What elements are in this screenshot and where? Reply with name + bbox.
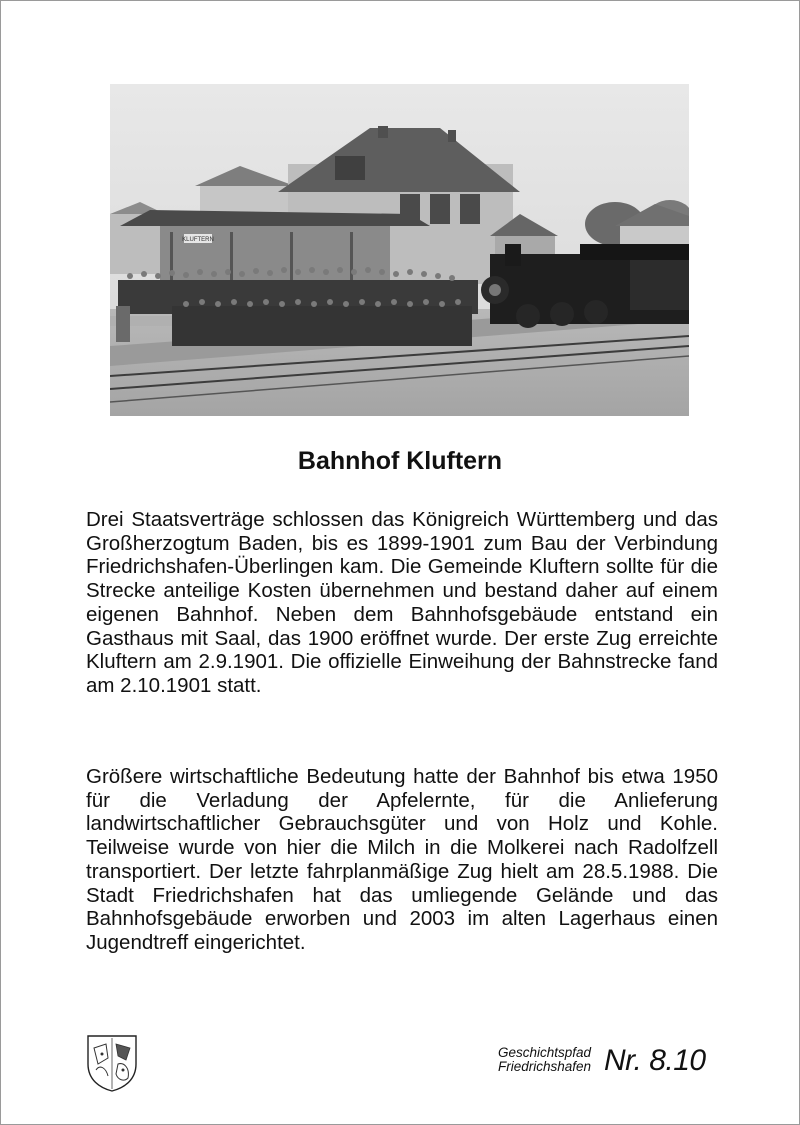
body-paragraph-2: Größere wirtschaftliche Bedeutung hatte der Bahnhof bis etwa 1950 für die Verladung der Apfelernte, für die Anlieferung landwirtschaftlicher Gebrauchsgüter und von Holz und Kohle. Teilweise wurde von hier die Milch in die Molkerei nach Radolfzell transportiert. Der letzte fahrplanmäßige Zug hielt am 28.5.1988. Die Stadt Friedrichshafen hat das umliegende Gelände und das Bahnhofsgebäude erworben und 2003 im alten Lagerhaus einen Jugendtreff eingerichtet. (86, 765, 718, 954)
station-number: Nr. 8.10 (604, 1044, 706, 1077)
series-label (455, 1046, 591, 1074)
historic-station-photo (110, 84, 689, 416)
series-label-line-1: Geschichtspfad (497, 1045, 591, 1060)
station-sign-text: KLUFTERN (182, 237, 214, 243)
page-title: Bahnhof Kluftern (297, 447, 503, 475)
coat-of-arms-icon (86, 1034, 138, 1092)
body-paragraph-1: Drei Staatsverträge schlossen das Königreich Württemberg und das Großherzogtum Baden, bis es 1899-1901 zum Bau der Verbindung Friedrichshafen-Überlingen kam. Die Gemeinde Kluftern sollte für die Strecke anteilige Kosten übernehmen und bestand daher auf einem eigenen Bahnhof. Neben dem Bahnhofsgebäude entstand ein Gasthaus mit Saal, das 1900 eröffnet wurde. Der erste Zug erreichte Kluftern am 2.9.1901. Die offizielle Einweihung der Bahnstrecke fand am 2.10.1901 statt. (86, 508, 718, 697)
series-label-line-2: Friedrichshafen (497, 1059, 591, 1074)
